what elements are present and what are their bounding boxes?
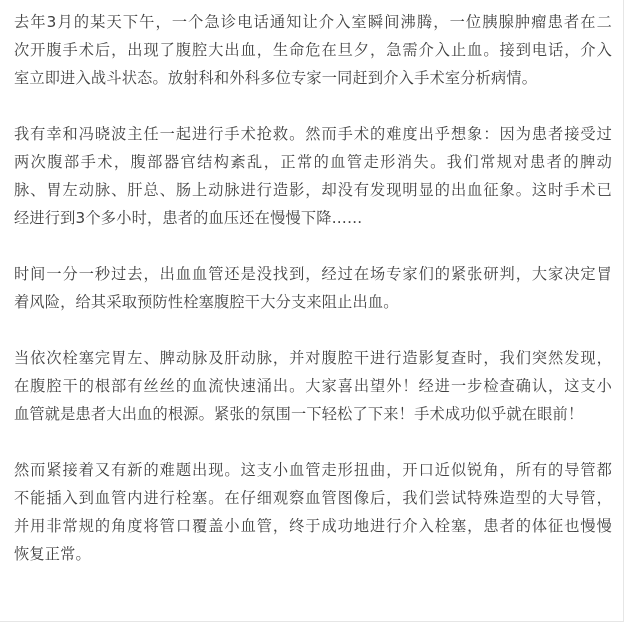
- text-line: 经进行到3个多小时，患者的血压还在慢慢下降……: [14, 209, 363, 227]
- paragraph-3: [14, 260, 612, 316]
- text-line: 在腹腔干的根部有丝丝的血流快速涌出。大家喜出望外！经进一步检查确认，这支小: [14, 377, 612, 395]
- text-line: 脉、胃左动脉、肝总、肠上动脉进行造影，却没有发现明显的出血征象。这时手术已: [14, 181, 612, 199]
- paragraph-5: [14, 456, 612, 568]
- text-line: 并用非常规的角度将管口覆盖小血管，终于成功地进行介入栓塞，患者的体征也慢慢: [14, 517, 612, 535]
- text-line: 室立即进入战斗状态。放射科和外科多位专家一同赶到介入手术室分析病情。: [14, 69, 538, 87]
- text-line: 我有幸和冯晓波主任一起进行手术抢救。然而手术的难度出乎想象：因为患者接受过: [14, 125, 612, 143]
- text-line: 着风险，给其采取预防性栓塞腹腔干大分支来阻止出血。: [14, 293, 399, 311]
- text-line: 血管就是患者大出血的根源。紧张的氛围一下轻松了下来！手术成功似乎就在眼前！: [14, 405, 584, 423]
- text-line: 当依次栓塞完胃左、脾动脉及肝动脉，并对腹腔干进行造影复查时，我们突然发现，: [14, 349, 612, 367]
- article-body: [14, 8, 612, 568]
- paragraph-1: [14, 8, 612, 92]
- text-line: 不能插入到血管内进行栓塞。在仔细观察血管图像后，我们尝试特殊造型的大导管，: [14, 489, 612, 507]
- text-line: 时间一分一秒过去，出血血管还是没找到，经过在场专家们的紧张研判，大家决定冒: [14, 265, 612, 283]
- text-line: 恢复正常。: [14, 545, 91, 563]
- paragraph-2: [14, 120, 612, 232]
- text-line: 去年3月的某天下午，一个急诊电话通知让介入室瞬间沸腾，一位胰腺肿瘤患者在二: [14, 13, 612, 31]
- text-line: 然而紧接着又有新的难题出现。这支小血管走形扭曲，开口近似锐角，所有的导管都: [14, 461, 612, 479]
- text-line: 两次腹部手术，腹部器官结构紊乱，正常的血管走形消失。我们常规对患者的脾动: [14, 153, 612, 171]
- paragraph-4: [14, 344, 612, 428]
- text-line: 次开腹手术后，出现了腹腔大出血，生命危在旦夕，急需介入止血。接到电话，介入: [14, 41, 612, 59]
